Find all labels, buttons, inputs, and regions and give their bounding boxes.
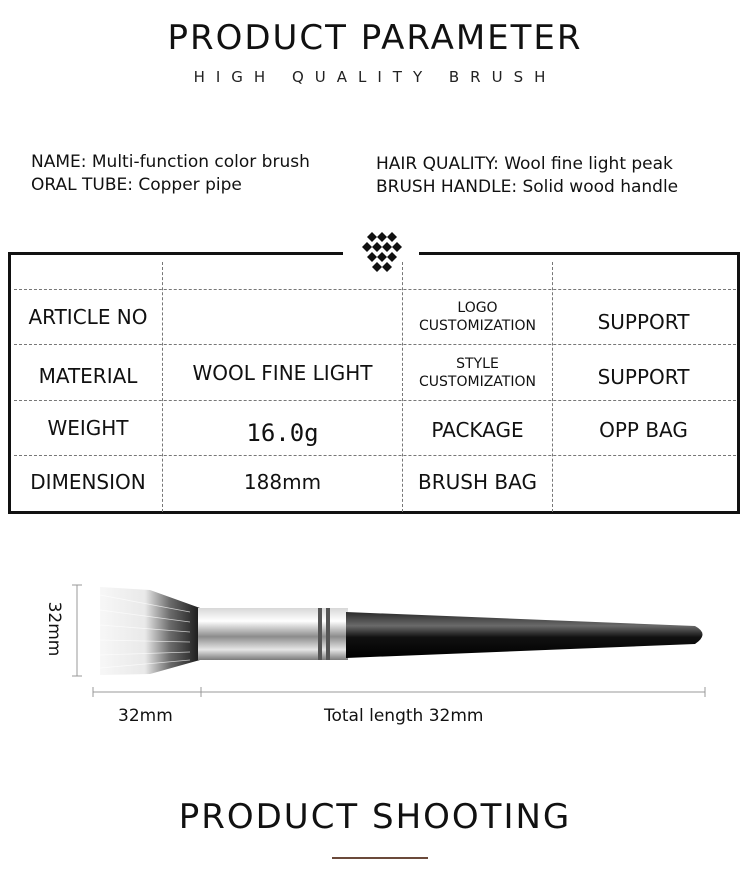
cell-logo-customization (403, 290, 552, 344)
cell-style-support: SUPPORT (597, 365, 690, 389)
cell-article-no-value (163, 290, 402, 344)
cell-article-no-label: ARTICLE NO (28, 305, 148, 329)
title-underline (332, 857, 428, 859)
brush-head-length-label: 32mm (118, 706, 173, 726)
cell-style-line2: CUSTOMIZATION (419, 373, 536, 390)
page-subtitle: HIGH QUALITY BRUSH (193, 68, 557, 86)
cell-logo-support: SUPPORT (597, 310, 690, 334)
cell-brush-bag-value (553, 456, 734, 508)
brush-height-label: 32mm (44, 601, 64, 657)
cell-package-label: PACKAGE (431, 417, 524, 442)
cell-material-label: MATERIAL (38, 364, 138, 388)
spec-brush-handle: BRUSH HANDLE: Solid wood handle (376, 177, 679, 197)
spec-name: NAME: Multi-function color brush (31, 152, 310, 172)
cell-package-value: OPP BAG (599, 417, 688, 442)
spec-oral-tube: ORAL TUBE: Copper pipe (31, 175, 242, 195)
diamond-pattern-icon (361, 231, 403, 273)
brush-total-length-label: Total length 32mm (324, 706, 484, 726)
cell-style-customization (403, 345, 552, 400)
cell-weight-value: 16.0g (246, 419, 319, 447)
cell-dimension-value: 188mm (243, 470, 322, 494)
cell-logo-line1: LOGO (457, 300, 498, 316)
cell-weight-label: WEIGHT (47, 416, 129, 440)
spec-hair-quality: HAIR QUALITY: Wool fine light peak (376, 154, 673, 174)
page-title: PRODUCT PARAMETER (167, 18, 583, 58)
cell-logo-line2: CUSTOMIZATION (419, 318, 536, 334)
section-title-product-shooting: PRODUCT SHOOTING (178, 797, 572, 837)
cell-dimension-label: DIMENSION (30, 470, 146, 494)
cell-style-line1: STYLE (456, 355, 499, 372)
cell-brush-bag-label: BRUSH BAG (418, 470, 537, 494)
cell-material-value: WOOL FINE LIGHT (192, 360, 373, 385)
dimension-lines (0, 575, 750, 705)
